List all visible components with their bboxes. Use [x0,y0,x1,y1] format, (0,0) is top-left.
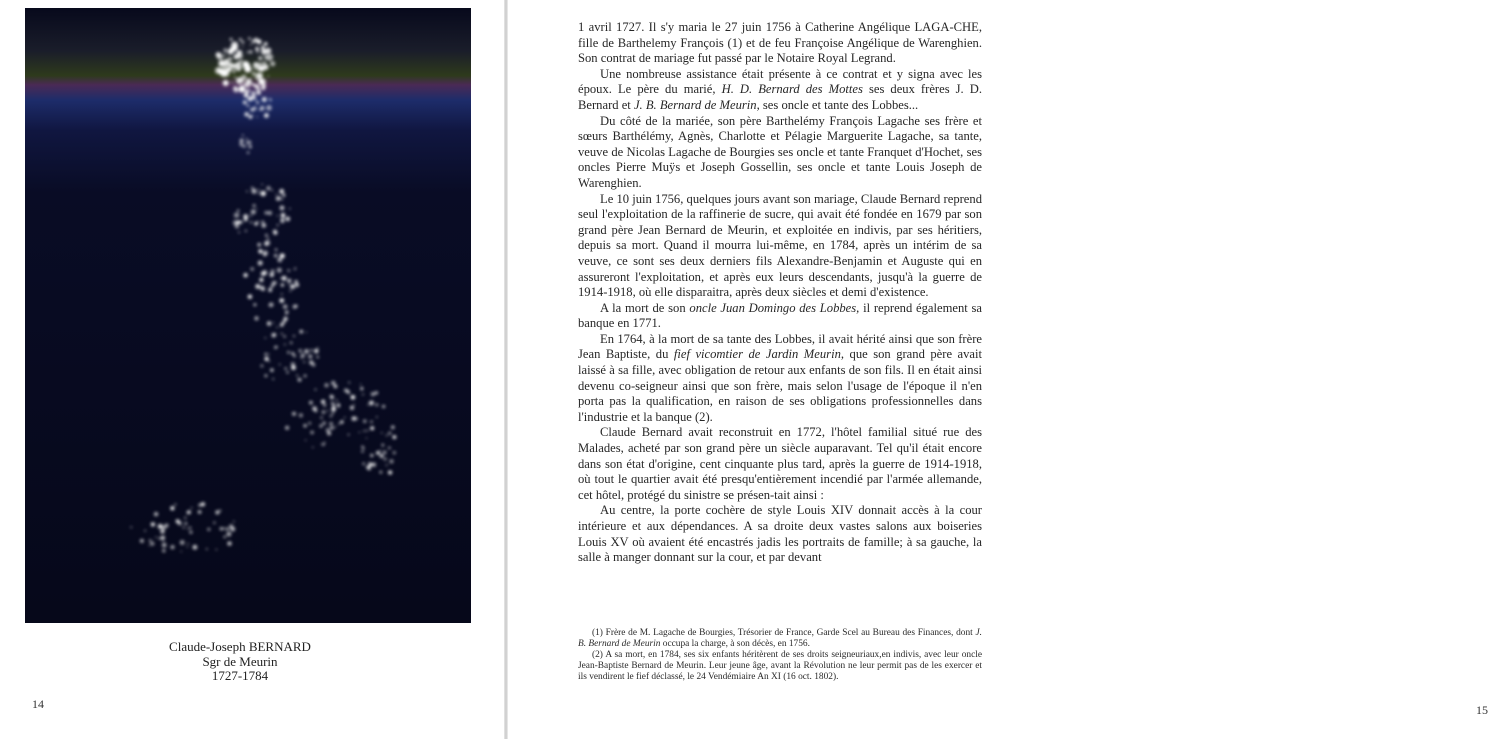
portrait-photo [25,8,471,623]
paragraph-8 [578,503,982,565]
text-run: Claude Bernard avait reconstruit en 1772, l'hôtel familial situé rue des Malades, acheté par son grand père un siècle auparavant. Tel qu'il était encore dans son état d'origine, cent cinquante plus tard, après la guerre de 1914-1918, où tout le quartier avait été presqu'entièrement incendié par l'armée allemande, cet hôtel, protégé du sinistre se présen-tait ainsi : [578,425,982,502]
italic-name: H. D. Bernard des Mottes [721,82,863,97]
text-run: il reprend également sa banque en 1771. [578,300,982,331]
footnote-2 [578,650,982,683]
paragraph-7 [578,425,982,503]
paragraph-2 [578,67,982,114]
caption-name: Claude-Joseph BERNARD [169,639,311,654]
text-run: En 1764, à la mort de sa tante des Lobbes, il avait hérité ainsi que son frère Jean Baptiste, du [578,331,982,362]
caption-dates: 1727-1784 [211,668,269,683]
paragraph-6 [578,332,982,426]
right-page [508,0,1488,739]
text-run: Au centre, la porte cochère de style Louis XIV donnait accès à la cour intérieure et aux dépendances. A sa droite deux vastes salons aux boiseries Louis XV où avaient été encastrés jadis les portraits de famille; à sa gauche, la salle à manger donnant sur la cour, et par devant [578,503,982,565]
text-run: Du côté de la mariée, son père Barthelémy François Lagache ses frère et sœurs Barthélémy, Agnès, Charlotte et Pélagie Marguerite Lagache, sa tante, veuve de Nicolas Lagache de Bourgies ses oncle et tante Franquet d'Hochet, ses oncles Pierre Muÿs et Joseph Gossellin, ses oncle et tante Louis Joseph de Warenghien. [578,113,982,190]
text-run: A la mort de son [600,300,690,315]
footnote-1 [578,628,982,650]
portrait-photograph-icon [25,8,471,623]
text-run: ses deux frères J. D. Bernard et [578,82,983,112]
text-run: ses oncle et tante des Lobbes... [759,97,919,112]
text-run: (1) Frère de M. Lagache de Bourgies, Trésorier de France, Garde Scel au Bureau des Finances, dont [592,628,976,638]
text-run: Une nombreuse assistance était présente à ce contrat et y signa avec les époux. Le père du marié, [578,66,982,97]
photo-caption [110,640,370,684]
body-text [578,20,982,566]
italic-name: J. B. Bernard de Meurin, [633,97,760,112]
italic-name: oncle Juan Domingo des Lobbes, [689,300,860,315]
left-page [0,0,506,739]
paragraph-1 [578,20,982,67]
italic-name: fief vicomtier de Jardin Meurin, [673,347,845,362]
italic-name: J. B. Bernard de Meurin [578,628,982,649]
paragraph-3 [578,114,982,192]
caption-title: Sgr de Meurin [202,653,278,669]
text-run: (2) A sa mort, en 1784, ses six enfants héritèrent de ses droits seigneuriaux,en indivis, avec leur oncle Jean-Baptiste Bernard de Meurin. Leur jeune âge, avant la Révolution ne leur permit pas de les exercer et ils vendirent le fief déclassé, le 24 Vendémiaire An XI (16 oct. 1802). [578,650,982,682]
page-number-right: 15 [1476,703,1488,717]
text-run: 1 avril 1727. Il s'y maria le 27 juin 1756 à Catherine Angélique LAGA-CHE, fille de Barthelemy François (1) et de feu Françoise Angélique de Warenghien. Son contrat de mariage fut passé par le Notaire Royal Legrand. [578,20,982,66]
page-number-left: 14 [32,697,44,711]
text-run: que son grand père avait laissé à sa fille, avec obligation de retour aux enfants de son fils. Il en était ainsi devenu co-seigneur ainsi que son frère, mais selon l'usage de l'époque il n'en porta pas la qualification, en raison de ses obligations professionnelles dans l'industrie et la banque (2). [578,347,982,424]
footnotes [578,628,982,683]
text-run: occupa la charge, à son décès, en 1756. [660,639,810,649]
paragraph-4 [578,192,982,301]
paragraph-5 [578,301,982,332]
text-run: Le 10 juin 1756, quelques jours avant son mariage, Claude Bernard reprend seul l'exploitation de la raffinerie de sucre, qui avait été fondée en 1679 par son grand père Jean Bernard de Meurin, et exploitée en indivis, par ses héritiers, depuis sa mort. Quand il mourra lui-même, en 1784, après un intérim de sa veuve, ce sont ses deux derniers fils Alexandre-Benjamin et Auguste qui en assureront l'exploitation, et après eux leurs descendants, jusqu'à la guerre de 1914-1918, où elle disparaitra, après deux siècles et demi d'existence. [578,191,982,300]
